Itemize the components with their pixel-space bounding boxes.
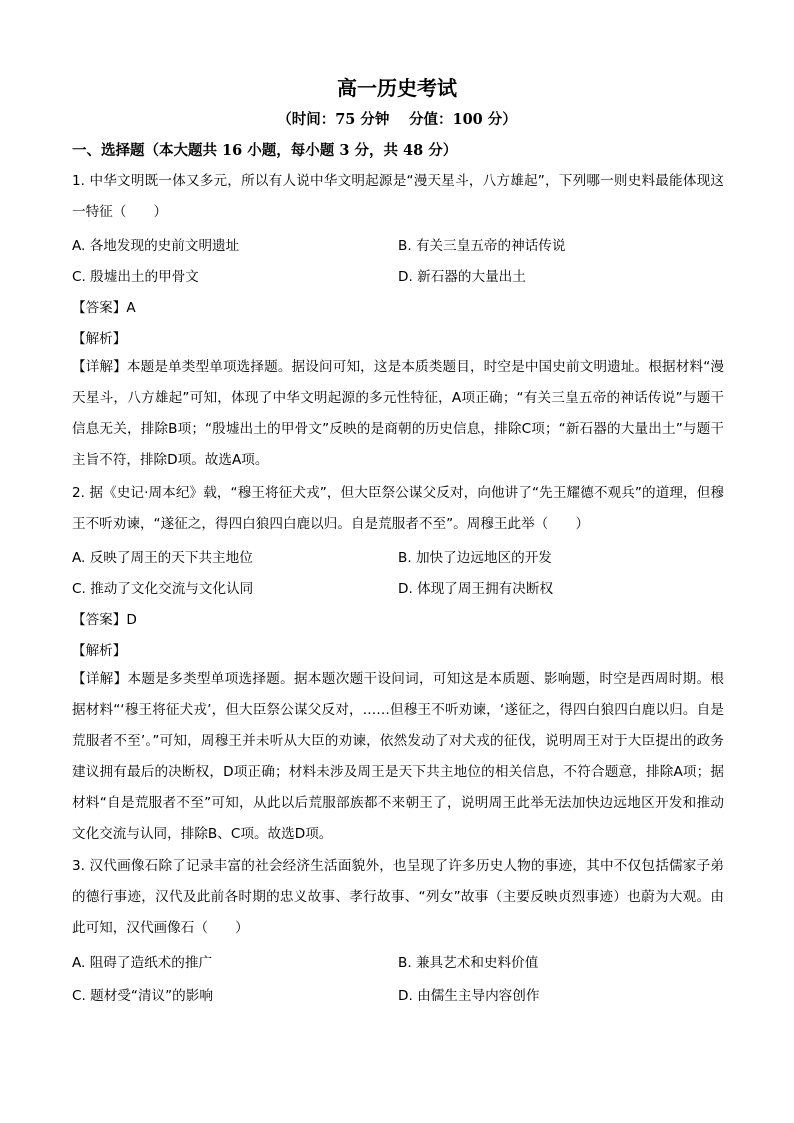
question-3-stem: 3. 汉代画像石除了记录丰富的社会经济生活面貌外，也呈现了许多历史人物的事迹，其中不仅包括儒家子弟的德行事迹，汉代及此前各时期的忠义故事、孝行故事、“列女”故事（主要反映贞烈事迹）也蔚为大观。由此可知，汉代画像石（ ） <box>72 858 724 936</box>
question-1-option-a: A. 各地发现的史前文明遗址 <box>72 238 240 254</box>
question-2-answer: 【答案】D <box>72 612 137 628</box>
question-2-detail: 【详解】本题是多类型单项选择题。据本题次题干设问词，可知这是本质题、影响题，时空是西周时期。根据材料“‘穆王将征犬戎’，但大臣祭公谋父反对，……但穆王不听劝谏，‘遂征之，得四白狼四白鹿以归。自是荒服者不至’。”可知，周穆王并未听从大臣的劝谏，依然发动了对犬戎的征伐，说明周王对于大臣提出的政务建议拥有最后的决断权，D项正确；材料未涉及周王是天下共主地位的相关信息，不符合题意，排除A项；据材料“自是荒服者不至”可知，从此以后荒服部族都不来朝王了，说明周王此举无法加快边远地区开发和推动文化交流与认同，排除B、C项。故选D项。 <box>72 671 724 842</box>
question-3-option-d: D. 由儒生主导内容创作 <box>398 988 540 1004</box>
question-2-option-d: D. 体现了周王拥有决断权 <box>398 581 554 597</box>
question-2-option-c: C. 推动了文化交流与文化认同 <box>72 581 254 597</box>
question-1-option-c: C. 殷墟出土的甲骨文 <box>72 269 199 285</box>
question-1-stem: 1. 中华文明既一体又多元，所以有人说中华文明起源是“漫天星斗，八方雄起”，下列哪一则史料最能体现这一特征（ ） <box>72 173 724 220</box>
question-2-analysis-label: 【解析】 <box>72 643 127 659</box>
question-1-option-b: B. 有关三皇五帝的神话传说 <box>398 238 566 254</box>
question-1-analysis-label: 【解析】 <box>72 331 127 347</box>
question-3-option-c: C. 题材受“清议”的影响 <box>72 988 213 1004</box>
question-2-option-b: B. 加快了边远地区的开发 <box>398 550 552 566</box>
question-1-answer: 【答案】A <box>72 300 136 316</box>
exam-info: （时间：75 分钟 分值：100 分） <box>277 111 517 128</box>
question-3-option-b: B. 兼具艺术和史料价值 <box>398 955 539 971</box>
question-3-option-a: A. 阻碍了造纸术的推广 <box>72 955 213 971</box>
page-title: 高一历史考试 <box>337 76 457 100</box>
question-2-stem: 2. 据《史记·周本纪》载，“穆王将征犬戎”，但大臣祭公谋父反对，向他讲了“先王耀德不观兵”的道理，但穆王不听劝谏，“遂征之，得四白狼四白鹿以归。自是荒服者不至”。周穆王此举（ ） <box>72 485 724 532</box>
question-1-detail: 【详解】本题是单类型单项选择题。据设问可知，这是本质类题目，时空是中国史前文明遗址。根据材料“漫天星斗，八方雄起”可知，体现了中华文明起源的多元性特征，A项正确；“有关三皇五帝的神话传说”与题干信息无关，排除B项；“殷墟出土的甲骨文”反映的是商朝的历史信息，排除C项；“新石器的大量出土”与题干主旨不符，排除D项。故选A项。 <box>72 359 724 468</box>
question-2-option-a: A. 反映了周王的天下共主地位 <box>72 550 253 566</box>
question-1-option-d: D. 新石器的大量出土 <box>398 269 526 285</box>
section-heading: 一、选择题（本大题共 16 小题，每小题 3 分，共 48 分） <box>72 142 458 159</box>
